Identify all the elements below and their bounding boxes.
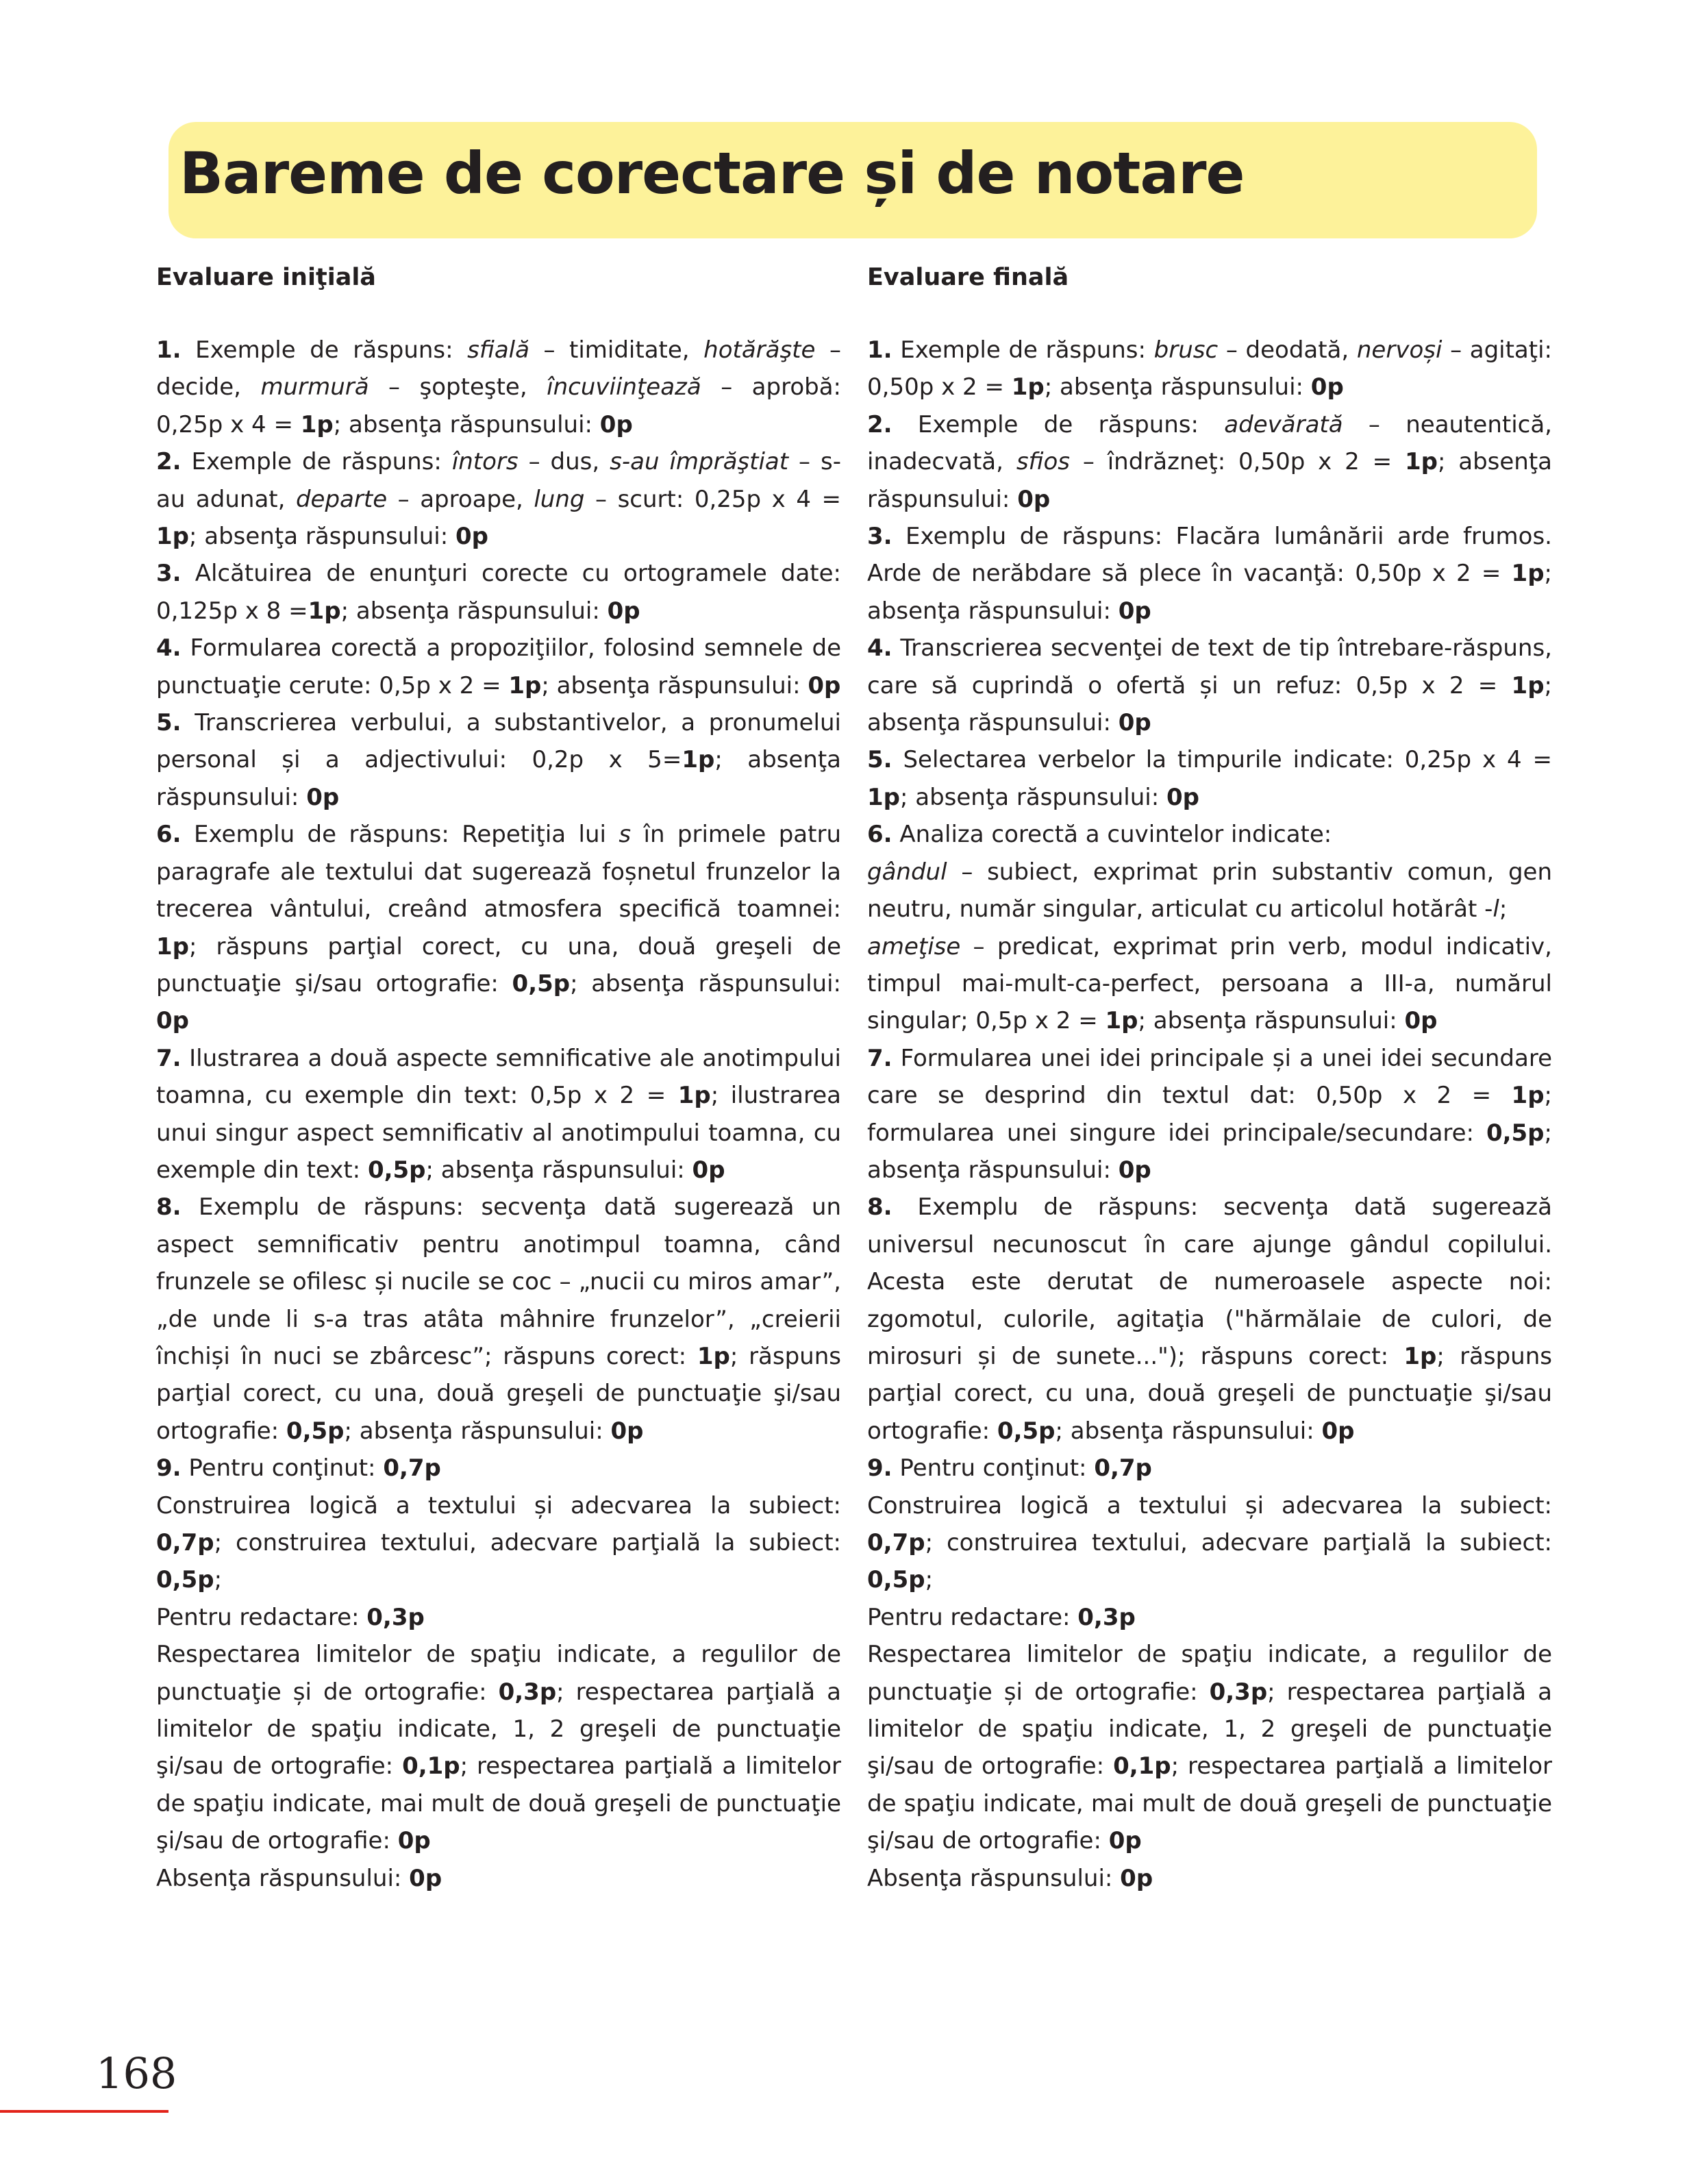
left-column-heading: Evaluare iniţială bbox=[156, 264, 376, 291]
list-item: 1. Exemple de răspuns: brusc – deodată, nervoși – agitaţi: 0,50p x 2 = 1p; absenţa răspunsului: 0p bbox=[867, 336, 1552, 401]
right-items bbox=[867, 332, 1552, 1897]
list-item: 6. Exemplu de răspuns: Repetiţia lui s în primele patru paragrafe ale textului dat sugerează foșnetul frunzelor la trecerea vântului, creând atmosfera specifică toamnei: 1p; răspuns parţial corect, cu una, două greşeli de punctuaţie şi/sau ortografie: 0,5p; absenţa răspunsului: 0p bbox=[156, 821, 841, 1035]
title-banner bbox=[168, 122, 1537, 238]
list-item: Construirea logică a textului și adecvarea la subiect: 0,7p; construirea textului, adecvare parţială la subiect: 0,5p; bbox=[156, 1491, 841, 1594]
left-items bbox=[156, 332, 841, 1897]
list-item: Absenţa răspunsului: 0p bbox=[156, 1864, 442, 1892]
list-item: Respectarea limitelor de spaţiu indicate, a regulilor de punctuaţie și de ortografie: 0,3p; respectarea parţială a limitelor de spaţiu indicate, 1, 2 greşeli de punctuaţie şi/sau de ortografie: 0,1p; respectarea parţială a limitelor de spaţiu indicate, mai mult de două greşeli de punctuaţie şi/sau de ortografie: 0p bbox=[867, 1641, 1553, 1855]
list-item: 8. Exemplu de răspuns: secvenţa dată sugerează un aspect semnificativ pentru anotimpul toamna, când frunzele se ofilesc și nucile se coc – „nucii cu miros amar”, „de unde li s-a tras atâta mâhnire frunzelor”, „creierii închiși în nuci se zbârcesc”; răspuns corect: 1p; răspuns parţial corect, cu una, două greşeli de punctuaţie şi/sau ortografie: 0,5p; absenţa răspunsului: 0p bbox=[156, 1193, 841, 1445]
page-title: Bareme de corectare și de notare bbox=[179, 140, 1245, 207]
list-item: 7. Ilustrarea a două aspecte semnificative ale anotimpului toamna, cu exemple din text: 0,5p x 2 = 1p; ilustrarea unui singur aspect semnificativ al anotimpului toamna, cu exemple din text: 0,5p; absenţa răspunsului: 0p bbox=[156, 1044, 842, 1184]
list-item: 6. Analiza corectă a cuvintelor indicate: bbox=[867, 821, 1332, 849]
list-item: 1. Exemple de răspuns: sfială – timiditate, hotărăşte – decide, murmură – şopteşte, încuviinţează – aprobă: 0,25p x 4 = 1p; absenţa răspunsului: 0p bbox=[156, 336, 841, 438]
list-item: 2. Exemple de răspuns: adevărată – neautentică, inadecvată, sfios – îndrăzneţ: 0,50p x 2 = 1p; absenţa răspunsului: 0p bbox=[867, 410, 1553, 513]
list-item: 5. Transcrierea verbului, a substantivelor, a pronumelui personal și a adjectivului: 0,2p x 5=1p; absenţa răspunsului: 0p bbox=[156, 709, 841, 811]
list-item: 7. Formularea unei idei principale și a unei idei secundare care se desprind din textul dat: 0,50p x 2 = 1p; formularea unei singure idei principale/secundare: 0,5p; absenţa răspunsului: 0p bbox=[867, 1044, 1552, 1184]
list-item: 3. Alcătuirea de enunţuri corecte cu ortogramele date: 0,125p x 8 =1p; absenţa răspunsului: 0p bbox=[156, 560, 841, 625]
list-item: 2. Exemple de răspuns: întors – dus, s-au împrăştiat – s-au adunat, departe – aproape, lung – scurt: 0,25p x 4 = 1p; absenţa răspunsului: 0p bbox=[156, 448, 842, 551]
page-number: 168 bbox=[96, 2048, 177, 2098]
right-column bbox=[867, 259, 1552, 1897]
list-item: gândul – subiect, exprimat prin substantiv comun, gen neutru, număr singular, articulat cu articolul hotărât -l; bbox=[867, 858, 1552, 923]
list-item: ameţise – predicat, exprimat prin verb, modul indicativ, timpul mai-mult-ca-perfect, persoana a III-a, numărul singular; 0,5p x 2 = 1p; absenţa răspunsului: 0p bbox=[867, 932, 1552, 1035]
list-item: 9. Pentru conţinut: 0,7p bbox=[867, 1454, 1152, 1482]
list-item: Construirea logică a textului și adecvarea la subiect: 0,7p; construirea textului, adecvare parţială la subiect: 0,5p; bbox=[867, 1491, 1552, 1594]
list-item: 4. Formularea corectă a propoziţiilor, folosind semnele de punctuaţie cerute: 0,5p x 2 = 1p; absenţa răspunsului: 0p bbox=[156, 634, 841, 699]
list-item: Respectarea limitelor de spaţiu indicate, a regulilor de punctuaţie și de ortografie: 0,3p; respectarea parţială a limitelor de spaţiu indicate, 1, 2 greşeli de punctuaţie şi/sau de ortografie: 0,1p; respectarea parţială a limitelor de spaţiu indicate, mai mult de două greşeli de punctuaţie şi/sau de ortografie: 0p bbox=[156, 1641, 842, 1855]
list-item: 4. Transcrierea secvenţei de text de tip întrebare-răspuns, care să cuprindă o ofertă și un refuz: 0,5p x 2 = 1p; absenţa răspunsului: 0p bbox=[867, 634, 1552, 737]
list-item: Pentru redactare: 0,3p bbox=[156, 1603, 425, 1631]
list-item: 8. Exemplu de răspuns: secvenţa dată sugerează universul necunoscut în care ajunge gândul copilului. Acesta este derutat de numeroasele aspecte noi: zgomotul, culorile, agitaţia ("hărmălaie de culori, de mirosuri și de sunete..."); răspuns corect: 1p; răspuns parţial corect, cu una, două greşeli de punctuaţie şi/sau ortografie: 0,5p; absenţa răspunsului: 0p bbox=[867, 1193, 1552, 1445]
left-column bbox=[156, 259, 841, 1897]
list-item: Pentru redactare: 0,3p bbox=[867, 1603, 1136, 1631]
list-item: 9. Pentru conţinut: 0,7p bbox=[156, 1454, 441, 1482]
page-rule bbox=[0, 2110, 168, 2113]
list-item: Absenţa răspunsului: 0p bbox=[867, 1864, 1153, 1892]
list-item: 3. Exemplu de răspuns: Flacăra lumânării arde frumos. Arde de nerăbdare să plece în vacanţă: 0,50p x 2 = 1p; absenţa răspunsului: 0p bbox=[867, 523, 1552, 625]
right-column-heading: Evaluare finală bbox=[867, 264, 1069, 291]
list-item: 5. Selectarea verbelor la timpurile indicate: 0,25p x 4 = 1p; absenţa răspunsului: 0p bbox=[867, 746, 1552, 811]
